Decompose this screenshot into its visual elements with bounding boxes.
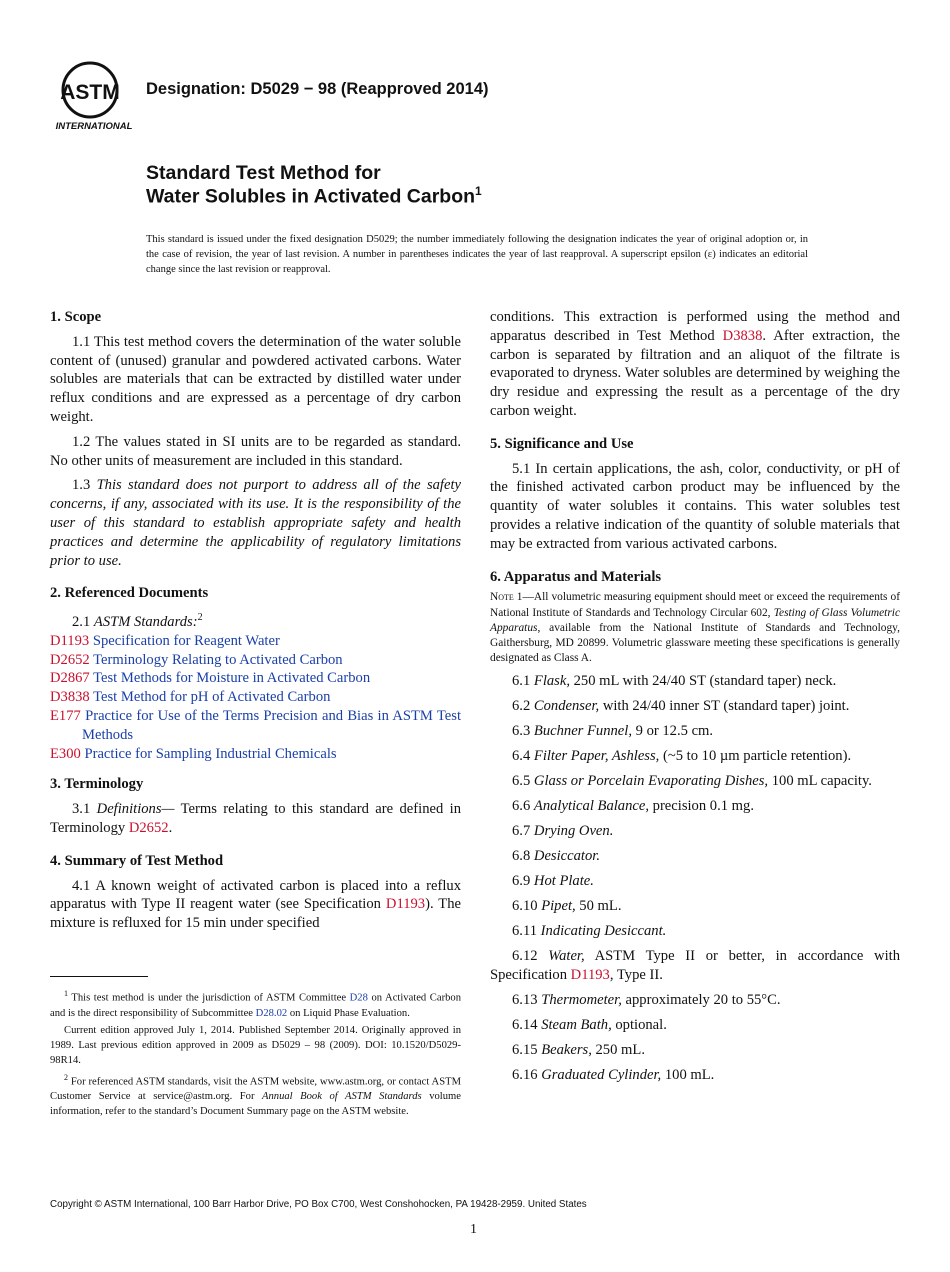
footnote-1	[50, 986, 461, 1021]
item-num: 6.16	[512, 1067, 538, 1084]
summary-ref-link-2[interactable]: D3838	[722, 327, 763, 344]
apparatus-note-1	[490, 590, 900, 666]
item-num: 6.7	[512, 823, 531, 840]
terminology-label: Definitions—	[96, 801, 175, 818]
ref-code-link[interactable]: E177	[50, 708, 81, 724]
item-desc: 100 mL capacity.	[768, 773, 872, 790]
item-desc: with 24/40 inner ST (standard taper) joint.	[599, 698, 850, 715]
ref-title-link[interactable]: Specification for Reagent Water	[92, 632, 280, 649]
apparatus-item	[490, 672, 900, 691]
apparatus-item	[490, 1041, 900, 1060]
item-desc: 250 mL.	[591, 1042, 645, 1059]
item-name: Filter Paper, Ashless,	[533, 748, 660, 765]
item-name: Indicating Desiccant.	[540, 923, 667, 940]
item-desc: precision 0.1 mg.	[649, 798, 754, 815]
terminology-num: 3.1	[72, 801, 91, 818]
apparatus-item	[490, 822, 900, 841]
terminology-text: Terms relating to this standard are defined in Terminology	[50, 801, 462, 836]
item-desc: approximately 20 to 55°C.	[621, 992, 781, 1009]
astm-standards-label	[50, 609, 461, 632]
apparatus-item	[490, 872, 900, 891]
item-desc: 9 or 12.5 cm.	[631, 723, 714, 740]
logo-lettering: ASTM	[60, 81, 120, 104]
item-num: 6.14	[512, 1017, 538, 1034]
apparatus-item	[490, 772, 900, 791]
footnote-1-text-3: on Liquid Phase Evaluation.	[287, 1007, 410, 1019]
ref-sub-footnote: 2	[197, 612, 203, 624]
terminology-3-1	[50, 800, 461, 838]
item-num: 6.13	[512, 992, 538, 1009]
page-number: 1	[470, 1222, 477, 1237]
item-name: Thermometer,	[541, 992, 622, 1009]
ref-code-link[interactable]: D1193	[50, 632, 90, 649]
footnote-2-text-1: For referenced ASTM standards, visit the ASTM website, www.astm.org, or contact ASTM Customer Service at service@astm.org. For	[50, 1076, 461, 1103]
right-column	[490, 308, 900, 1091]
item-num: 6.12	[512, 948, 538, 965]
section-heading-summary: 4. Summary of Test Method	[50, 852, 224, 869]
scope-1-1: 1.1 This test method covers the determination of the water soluble content of (unused) granular and powdered activated carbons. Water solubles are materials that can be extracted by distilled water under reflux conditions and are expressed as a percentage of dry carbon weight.	[50, 333, 461, 425]
left-column	[50, 308, 461, 939]
designation: Designation: D5029 − 98 (Reapproved 2014)	[146, 80, 489, 98]
apparatus-item	[490, 697, 900, 716]
item-name: Beakers,	[541, 1042, 592, 1059]
ref-sub-label: ASTM Standards:	[93, 614, 198, 631]
ref-title-link[interactable]: Practice for Sampling Industrial Chemicals	[84, 745, 337, 762]
ref-item	[50, 669, 461, 688]
astm-logo-icon	[52, 58, 136, 132]
scope-1-3-text: This standard does not purport to address all of the safety concerns, if any, associated with its use. It is the responsibility of the user of this standard to establish appropriate safety and health practices and determine the applicability of regulatory limitations prior to use.	[50, 477, 461, 569]
footnote-1-edition: Current edition approved July 1, 2014. Published September 2014. Originally approved in 1989. Last previous edition approved in 2009 as D5029 – 98 (2009). DOI: 10.1520/D5029-98R14.	[50, 1024, 461, 1066]
item-name: Glass or Porcelain Evaporating Dishes,	[533, 773, 769, 790]
logo-subtext: INTERNATIONAL	[55, 121, 133, 132]
item-name: Graduated Cylinder,	[541, 1067, 662, 1084]
item-num: 6.8	[512, 848, 531, 865]
note-label: Note 1	[490, 591, 523, 604]
item-name: Hot Plate.	[533, 873, 594, 890]
ref-item	[50, 651, 461, 670]
apparatus-item-6-12	[490, 947, 900, 985]
apparatus-item	[490, 922, 900, 941]
note-text-1: —All volumetric measuring equipment should meet or exceed the requirements of National Institute of Standards and Technology Circular 602,	[490, 591, 900, 619]
scope-1-3	[50, 476, 461, 570]
item-desc: 100 mL.	[661, 1067, 715, 1084]
item-num: 6.1	[512, 673, 531, 690]
item-num: 6.10	[512, 898, 538, 915]
apparatus-list	[490, 672, 900, 941]
item-desc: 50 mL.	[575, 898, 622, 915]
ref-title-link[interactable]: Practice for Use of the Terms Precision and Bias in ASTM Test Methods	[82, 708, 462, 743]
apparatus-item	[490, 847, 900, 866]
apparatus-item	[490, 722, 900, 741]
title-line-1: Standard Test Method for	[146, 162, 381, 184]
ref-code-link[interactable]: D2652	[50, 651, 90, 668]
summary-text-3: . After extraction, the carbon is separated by filtration and an aliquot of the filtrate is evaporated to dryness. Water solubles are determined by weighing the dry residue and expressing the result as a percentage of the dry carbon weight.	[490, 327, 901, 419]
ref-code-link[interactable]: D2867	[50, 670, 90, 687]
ref-item	[50, 745, 461, 764]
summary-text-2: ). The mixture is refluxed for 15 min under specified	[50, 896, 461, 932]
ref-item	[50, 688, 461, 707]
apparatus-item	[490, 1066, 900, 1085]
section-heading-terminology: 3. Terminology	[50, 776, 144, 793]
item-name: Flask,	[533, 673, 570, 690]
item-ref-link[interactable]: D1193	[570, 967, 610, 984]
item-desc: ASTM Type II or better, in accordance with Specification	[490, 948, 900, 984]
section-heading-scope: 1. Scope	[50, 309, 102, 325]
footnote-2-text-2: volume information, refer to the standard’s Document Summary page on the ASTM website.	[50, 1091, 461, 1118]
item-desc: (~5 to 10 µm particle retention).	[659, 748, 852, 765]
ref-sub-num: 2.1	[72, 614, 91, 631]
item-num: 6.3	[512, 723, 531, 740]
title-footnote-marker: 1	[475, 184, 482, 198]
item-num: 6.5	[512, 773, 531, 790]
footnotes	[50, 986, 461, 1121]
footnote-1-text-2: on Activated Carbon and is the direct responsibility of Subcommittee	[50, 992, 461, 1019]
item-name: Buchner Funnel,	[533, 723, 632, 740]
terminology-ref-link[interactable]: D2652	[128, 819, 169, 836]
footnote-2	[50, 1070, 461, 1120]
terminology-end: .	[168, 819, 173, 836]
item-num: 6.4	[512, 748, 531, 765]
footnote-1-marker: 1	[64, 989, 68, 998]
item-desc-end: , Type II.	[609, 967, 663, 984]
item-name: Analytical Balance,	[533, 798, 649, 815]
astm-logo	[52, 58, 136, 132]
item-name: Pipet,	[541, 898, 576, 915]
footnote-rule	[50, 976, 148, 977]
apparatus-list-continued	[490, 991, 900, 1085]
scope-1-3-num: 1.3	[72, 477, 91, 494]
summary-4-1	[50, 877, 461, 933]
item-name: Desiccator.	[533, 848, 600, 865]
title-text: Water Solubles in Activated Carbon	[146, 185, 476, 208]
item-name: Water,	[548, 948, 585, 965]
title-line-2	[146, 184, 482, 209]
section-heading-significance: 5. Significance and Use	[490, 435, 634, 452]
apparatus-item	[490, 1016, 900, 1035]
ref-code-link[interactable]: E300	[50, 745, 81, 762]
item-desc: 250 mL with 24/40 ST (standard taper) neck.	[569, 673, 837, 690]
footnote-subcommittee-link[interactable]: D28.02	[255, 1007, 288, 1019]
copyright: Copyright © ASTM International, 100 Barr Harbor Drive, PO Box C700, West Conshohocken, PA 19428-2959. United States	[50, 1199, 587, 1210]
item-num: 6.15	[512, 1042, 538, 1059]
summary-4-1-continued	[490, 308, 900, 421]
standard-intro: This standard is issued under the fixed designation D5029; the number immediately following the designation indicates the year of original adoption or, in the case of revision, the year of last revision. A number in parentheses indicates the year of last reapproval. A superscript epsilon (ε) indicates an editorial change since the last revision or reapproval.	[146, 234, 808, 275]
scope-1-2: 1.2 The values stated in SI units are to be regarded as standard. No other units of measurement are included in this standard.	[50, 433, 461, 469]
apparatus-item	[490, 991, 900, 1010]
ref-code-link[interactable]: D3838	[50, 689, 90, 706]
section-heading-referenced: 2. Referenced Documents	[50, 585, 209, 602]
item-num: 6.9	[512, 873, 531, 890]
section-heading-apparatus: 6. Apparatus and Materials	[490, 568, 662, 585]
item-name: Drying Oven.	[533, 823, 614, 840]
ref-item	[50, 707, 461, 745]
apparatus-item	[490, 897, 900, 916]
item-name: Condenser,	[533, 698, 600, 715]
footnote-2-italic: Annual Book of ASTM Standards	[262, 1091, 422, 1103]
ref-title-link[interactable]: Terminology Relating to Activated Carbon	[93, 651, 343, 668]
apparatus-item	[490, 747, 900, 766]
item-num: 6.2	[512, 698, 531, 715]
apparatus-item	[490, 797, 900, 816]
ref-item	[50, 632, 461, 651]
item-num: 6.6	[512, 798, 531, 815]
item-name: Steam Bath,	[541, 1017, 612, 1034]
footnote-2-marker: 2	[64, 1072, 68, 1082]
footnote-1-text-1: This test method is under the jurisdiction of ASTM Committee	[68, 992, 350, 1004]
summary-ref-link-1[interactable]: D1193	[385, 896, 426, 913]
ref-title-link[interactable]: Test Methods for Moisture in Activated Carbon	[93, 670, 371, 687]
note-italic: Testing of Glass Volumetric Apparatus	[490, 606, 900, 634]
item-desc: optional.	[611, 1017, 667, 1034]
significance-5-1: 5.1 In certain applications, the ash, color, conductivity, or pH of the finished activated carbon product may be influenced by the quantity of water solubles it contains. This water solubles test provides a relative indication of the quantity of soluble materials that may be extracted from various activated carbons.	[490, 460, 900, 552]
summary-text-2-cont: conditions. This extraction is performed using the method and apparatus described in Test Method	[490, 309, 900, 344]
ref-title-link[interactable]: Test Method for pH of Activated Carbon	[93, 689, 331, 706]
note-text-2: , available from the National Institute of Standards and Technology, Gaithersburg, MD 20899. Volumetric glassware meeting these specifications is generally designated as Class A.	[490, 621, 900, 665]
footnote-committee-link[interactable]: D28	[349, 992, 368, 1004]
summary-text-1: 4.1 A known weight of activated carbon is placed into a reflux apparatus with Type II reagent water (see Specification	[50, 877, 461, 913]
item-num: 6.11	[512, 923, 537, 940]
